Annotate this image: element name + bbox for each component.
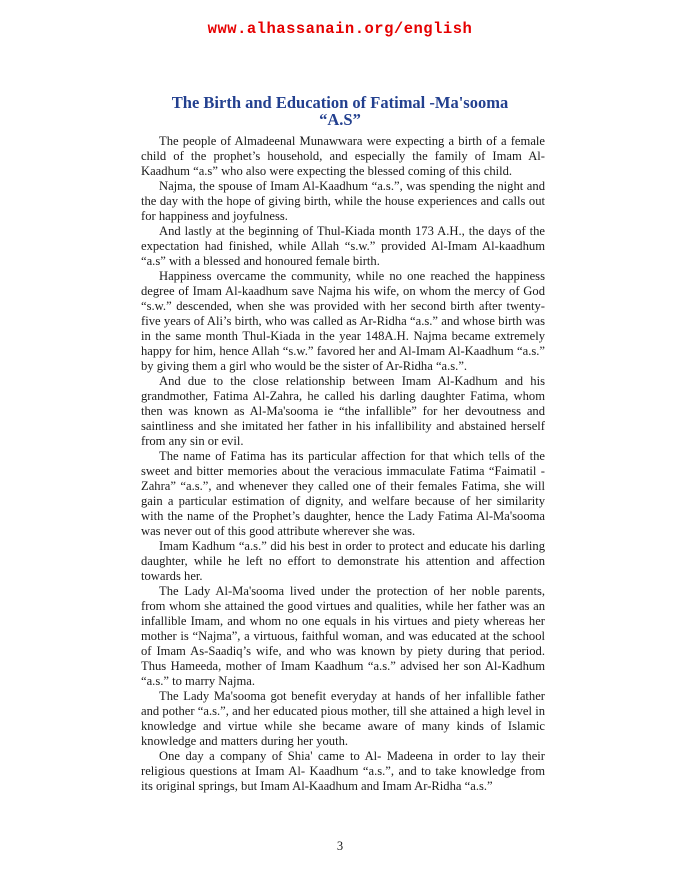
paragraph: The name of Fatima has its particular affection for that which tells of the sweet and bitter memories about the veracious immaculate Fatima “Faimatil -Zahra” “a.s.”, and whenever they called one of their females Fatima, she will gain a particular estimation of dignity, and welfare because of her similarity with the name of the Prophet’s daughter, hence the Lady Fatima Al-Ma'sooma was never out of this good attribute wherever she was. [141, 449, 545, 538]
page-number: 3 [336, 839, 344, 853]
page-title-line2: “A.S” [319, 110, 361, 129]
page-title-line1: The Birth and Education of Fatimal -Ma'sooma [171, 93, 509, 112]
paragraph: One day a company of Shia' came to Al- Madeena in order to lay their religious questions at Imam Al- Kaadhum “a.s.”, and to take knowledge from its original springs, but Imam Al-Kaadhum and Imam Ar-Ridha “a.s.” [141, 749, 545, 793]
paragraph: Imam Kadhum “a.s.” did his best in order to protect and educate his darling daughter, while he left no effort to demonstrate his attention and affection towards her. [141, 539, 545, 583]
page-title [90, 94, 590, 128]
paragraph: The Lady Ma'sooma got benefit everyday at hands of her infallible father and pother “a.s.”, and her educated pious mother, till she attained a high level in knowledge and virtue while she became aware of many kinds of Islamic knowledge and matters during her youth. [141, 689, 545, 748]
paragraph: Najma, the spouse of Imam Al-Kaadhum “a.s.”, was spending the night and the day with the hope of giving birth, while the house experiences and calls out for happiness and joyfulness. [141, 179, 545, 223]
site-url-link[interactable]: www.alhassanain.org/english [207, 20, 473, 38]
paragraph: Happiness overcame the community, while no one reached the happiness degree of Imam Al-kaadhum save Najma his wife, on whom the mercy of God “s.w.” descended, when she was provided with her second birth after twenty-five years of Ali’s birth, who was called as Ar-Ridha “a.s.” and whose birth was in the same month Thul-Kiada in the year 148A.H. Najma became extremely happy for him, hence Allah “s.w.” favored her and Al-Imam Al-Kaadhum “a.s.” by giving them a girl who would be the sister of Ar-Ridha “a.s.”. [141, 269, 545, 373]
paragraph: The people of Almadeenal Munawwara were expecting a birth of a female child of the prophet’s household, and especially the family of Imam Al-Kaadhum “a.s” who also were expecting the blessed coming of this child. [141, 134, 545, 178]
paragraph: And lastly at the beginning of Thul-Kiada month 173 A.H., the days of the expectation had finished, while Allah “s.w.” provided Al-Imam Al-kaadhum “a.s” with a blessed and honoured female birth. [141, 224, 545, 268]
paragraph: And due to the close relationship between Imam Al-Kadhum and his grandmother, Fatima Al-Zahra, he called his darling daughter Fatima, whom then was known as Al-Ma'sooma ie “the infallible” for her devoutness and saintliness and she imitated her father in his infallibility and abstained herself from any sin or evil. [141, 374, 545, 448]
paragraph: The Lady Al-Ma'sooma lived under the protection of her noble parents, from whom she attained the good virtues and qualities, while her father was an infallible Imam, and whom no one equals in his virtues and piety whereas her mother is “Najma”, a virtuous, faithful woman, and was educated at the school of Imam As-Saadiq’s wife, and who was known by piety during that period. Thus Hameeda, mother of Imam Kaadhum “a.s.” advised her son Al-Kadhum “a.s.” to marry Najma. [141, 584, 545, 688]
article-body [141, 134, 545, 794]
